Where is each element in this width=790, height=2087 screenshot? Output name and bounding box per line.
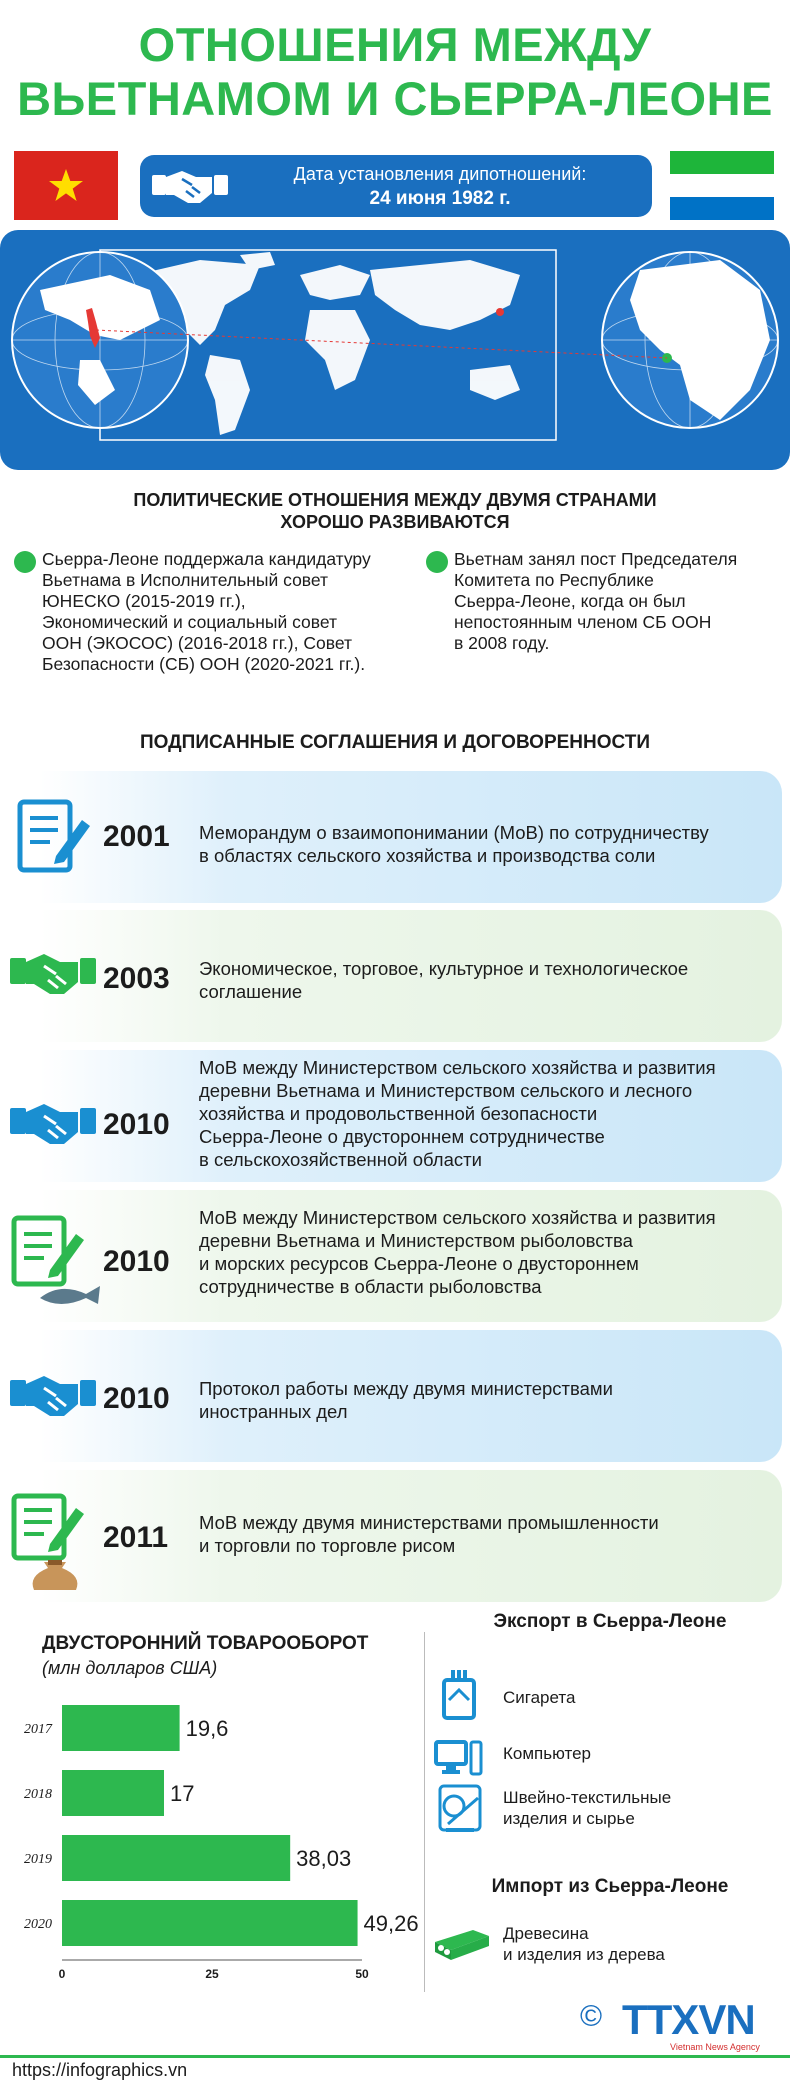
agreement-text: МоВ между Министерством сельского хозяйства и развития деревни Вьетнама и Министерством рыболовства и морских ресурсов Сьерра-Леоне о двустороннем сотрудничестве в области рыболовства [199, 1207, 716, 1297]
political-bullet-right-text: Вьетнам занял пост Председателя Комитета по Республике Сьерра-Леоне, когда он был непостоянным членом СБ ООН в 2008 году. [454, 549, 738, 653]
textile-icon [438, 1784, 482, 1832]
document-fish-icon [10, 1214, 104, 1310]
agreement-year: 2010 [103, 1245, 170, 1278]
agreement-row [0, 1470, 790, 1602]
agreement-year: 2010 [103, 1382, 170, 1415]
chart-value-label: 17 [170, 1781, 195, 1806]
sierra-leone-flag-icon [670, 151, 774, 220]
political-bullet-left-text: Сьерра-Леоне поддержала кандидатуру Вьетнама в Исполнительный совет ЮНЕСКО (2015-2019 гг.), Экономический и социальный совет ООН (ЭКОСОС) (2016-2018 гг.), Совет Безопасности (СБ) ООН (2020-2021 гг.). [42, 549, 371, 674]
agreements-heading: ПОДПИСАННЫЕ СОГЛАШЕНИЯ И ДОГОВОРЕННОСТИ [139, 732, 651, 753]
trade-title: ДВУСТОРОННИЙ ТОВАРООБОРОТ [42, 1633, 369, 1654]
agreement-year: 2003 [103, 962, 170, 995]
agreement-row [0, 910, 790, 1042]
exports-heading: Экспорт в Сьерра-Леоне [493, 1611, 727, 1632]
chart-value-label: 38,03 [296, 1846, 352, 1871]
agreement-row [0, 1050, 790, 1182]
political-heading-line-2: ХОРОШО РАЗВИВАЮТСЯ [280, 512, 510, 532]
footer-url-link[interactable]: https://infographics.vn [12, 2060, 188, 2080]
agreement-text: Меморандум о взаимопонимании (МоВ) по сотрудничеству в областях сельского хозяйства и производства соли [199, 822, 709, 866]
computer-icon [434, 1738, 484, 1778]
ttxvn-logo: TTXVN [622, 1996, 755, 2043]
agreement-text: МоВ между двумя министерствами промышленности и торговли по торговле рисом [199, 1512, 659, 1556]
timber-icon [433, 1922, 491, 1962]
handshake-icon [10, 1370, 96, 1424]
political-bullet-left [42, 549, 402, 675]
import-item-label: Древесина и изделия из дерева [503, 1924, 665, 1964]
document-pen-icon [16, 798, 92, 878]
chart-category-label: 2017 [24, 1722, 52, 1737]
chart-tick-label: 0 [58, 1967, 66, 1981]
chart-bar [62, 1900, 358, 1946]
agreement-year: 2001 [103, 820, 170, 853]
ttxvn-logo-subtitle: Vietnam News Agency [670, 2042, 760, 2052]
agreement-text: Протокол работы между двумя министерствами иностранных дел [199, 1378, 613, 1422]
handshake-icon [152, 163, 228, 209]
export-item-label: Сигарета [503, 1688, 576, 1707]
agreement-text: МоВ между Министерством сельского хозяйства и развития деревни Вьетнама и Министерством сельского и лесного хозяйства и продовольственной безопасности Сьерра-Леоне о двустороннем сотрудничестве в сельскохозяйственной области [199, 1057, 716, 1170]
title-line-1: ОТНОШЕНИЯ МЕЖДУ [138, 18, 652, 71]
chart-value-label: 19,6 [185, 1716, 229, 1741]
chart-tick-label: 25 [205, 1967, 219, 1981]
political-heading-line-1: ПОЛИТИЧЕСКИЕ ОТНОШЕНИЯ МЕЖДУ ДВУМЯ СТРАНАМИ [133, 490, 657, 510]
diplomacy-date-banner [140, 155, 652, 217]
export-item-label: Компьютер [503, 1744, 591, 1763]
handshake-icon [10, 948, 96, 1002]
chart-category-label: 2019 [24, 1852, 52, 1867]
agreement-year: 2010 [103, 1108, 170, 1141]
title-line-2: ВЬЕТНАМОМ И СЬЕРРА-ЛЕОНЕ [17, 72, 773, 125]
cigarette-pack-icon [441, 1670, 477, 1720]
trade-unit: (млн долларов США) [42, 1658, 218, 1678]
agreement-year: 2011 [103, 1521, 169, 1554]
chart-category-label: 2018 [24, 1787, 52, 1802]
document-rice-sack-icon [10, 1492, 94, 1592]
imports-heading: Импорт из Сьерра-Леоне [491, 1876, 729, 1897]
page-title [0, 18, 790, 126]
diplomacy-date-label: Дата установления дипотношений: [293, 164, 587, 184]
section-divider [424, 1632, 425, 1992]
agreement-row [0, 771, 790, 903]
chart-category-label: 2020 [24, 1917, 52, 1932]
bullet-dot-icon [426, 551, 448, 573]
footer-divider [0, 2055, 790, 2058]
agreement-text: Экономическое, торговое, культурное и технологическое соглашение [199, 958, 689, 1002]
bullet-dot-icon [14, 551, 36, 573]
political-bullet-right [454, 549, 784, 654]
chart-value-label: 49,26 [363, 1911, 419, 1936]
agreement-row [0, 1190, 790, 1322]
export-item-label: Швейно-текстильные изделия и сырье [503, 1788, 672, 1828]
political-heading [0, 489, 790, 533]
chart-bar [62, 1770, 164, 1816]
chart-bar [62, 1835, 290, 1881]
chart-tick-label: 50 [355, 1967, 369, 1981]
copyright-icon: © [580, 2000, 603, 2033]
trade-bar-chart [0, 1700, 440, 1990]
diplomacy-date-value: 24 июня 1982 г. [369, 188, 511, 209]
world-map [0, 230, 790, 470]
chart-bar [62, 1705, 180, 1751]
vietnam-flag-icon [14, 151, 118, 220]
handshake-icon [10, 1098, 96, 1152]
agreement-row [0, 1330, 790, 1462]
